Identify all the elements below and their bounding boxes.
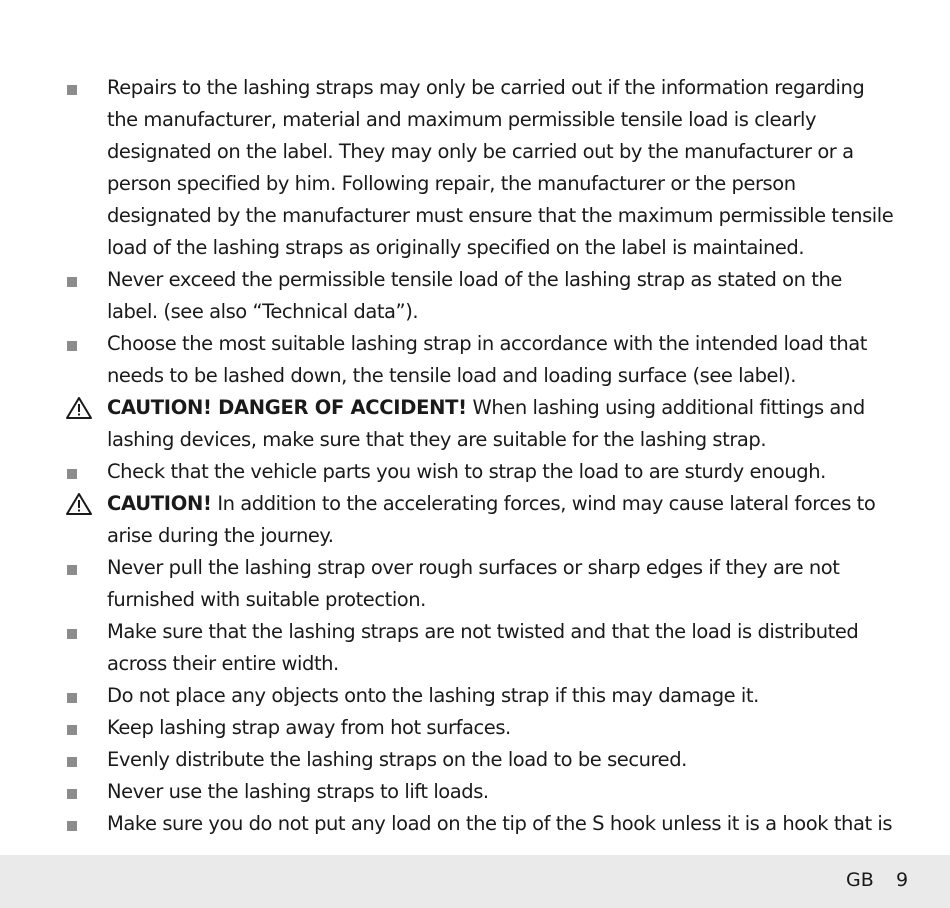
page-number: 9 xyxy=(896,869,909,891)
list-item xyxy=(0,552,950,616)
square-bullet-icon xyxy=(67,789,77,799)
list-item xyxy=(0,808,950,840)
square-bullet-icon xyxy=(67,821,77,831)
item-text: Choose the most suitable lashing strap in accordance with the intended load that needs to be lashed down, the tensile load and loading surface (see label). xyxy=(107,332,867,387)
warning-item xyxy=(0,488,950,552)
language-code: GB xyxy=(846,869,874,891)
square-bullet-icon xyxy=(67,629,77,639)
list-item xyxy=(0,456,950,488)
warning-text: In addition to the accelerating forces, wind may cause lateral forces to arise during the journey. xyxy=(107,492,876,547)
list-item xyxy=(0,744,950,776)
warning-triangle-icon xyxy=(65,396,93,420)
square-bullet-icon xyxy=(67,693,77,703)
square-bullet-icon xyxy=(67,277,77,287)
list-item xyxy=(0,72,950,264)
square-bullet-icon xyxy=(67,725,77,735)
item-text: Make sure you do not put any load on the tip of the S hook unless it is a hook that is xyxy=(107,812,893,835)
list-item xyxy=(0,264,950,328)
item-text: Do not place any objects onto the lashing strap if this may damage it. xyxy=(107,684,759,707)
item-text: Repairs to the lashing straps may only be carried out if the information regarding the manufacturer, material and maximum permissible tensile load is clearly designated on the label. They may only be carried out by the manufacturer or a person specified by him. Following repair, the manufacturer or the person designated by the manufacturer must ensure that the maximum permissible tensile load of the lashing straps as originally specified on the label is maintained. xyxy=(107,76,894,259)
item-text: Never pull the lashing strap over rough surfaces or sharp edges if they are not furnished with suitable protection. xyxy=(107,556,840,611)
item-text: Never use the lashing straps to lift loads. xyxy=(107,780,489,803)
square-bullet-icon xyxy=(67,85,77,95)
item-text: Make sure that the lashing straps are not twisted and that the load is distributed across their entire width. xyxy=(107,620,859,675)
warning-text: When lashing using additional fittings and lashing devices, make sure that they are suitable for the lashing strap. xyxy=(107,396,865,451)
item-text: Never exceed the permissible tensile load of the lashing strap as stated on the label. (see also “Technical data”). xyxy=(107,268,842,323)
list-item xyxy=(0,680,950,712)
item-text: Check that the vehicle parts you wish to strap the load to are sturdy enough. xyxy=(107,460,826,483)
list-item xyxy=(0,616,950,680)
square-bullet-icon xyxy=(67,565,77,575)
list-item xyxy=(0,328,950,392)
item-text: Evenly distribute the lashing straps on the load to be secured. xyxy=(107,748,687,771)
warning-triangle-icon xyxy=(65,492,93,516)
page-footer xyxy=(0,855,950,908)
instruction-list xyxy=(0,72,950,840)
square-bullet-icon xyxy=(67,757,77,767)
square-bullet-icon xyxy=(67,341,77,351)
warning-item xyxy=(0,392,950,456)
square-bullet-icon xyxy=(67,469,77,479)
list-item xyxy=(0,712,950,744)
list-item xyxy=(0,776,950,808)
item-text: Keep lashing strap away from hot surfaces. xyxy=(107,716,511,739)
warning-heading: CAUTION! xyxy=(107,492,212,515)
warning-heading: CAUTION! DANGER OF ACCIDENT! xyxy=(107,396,467,419)
